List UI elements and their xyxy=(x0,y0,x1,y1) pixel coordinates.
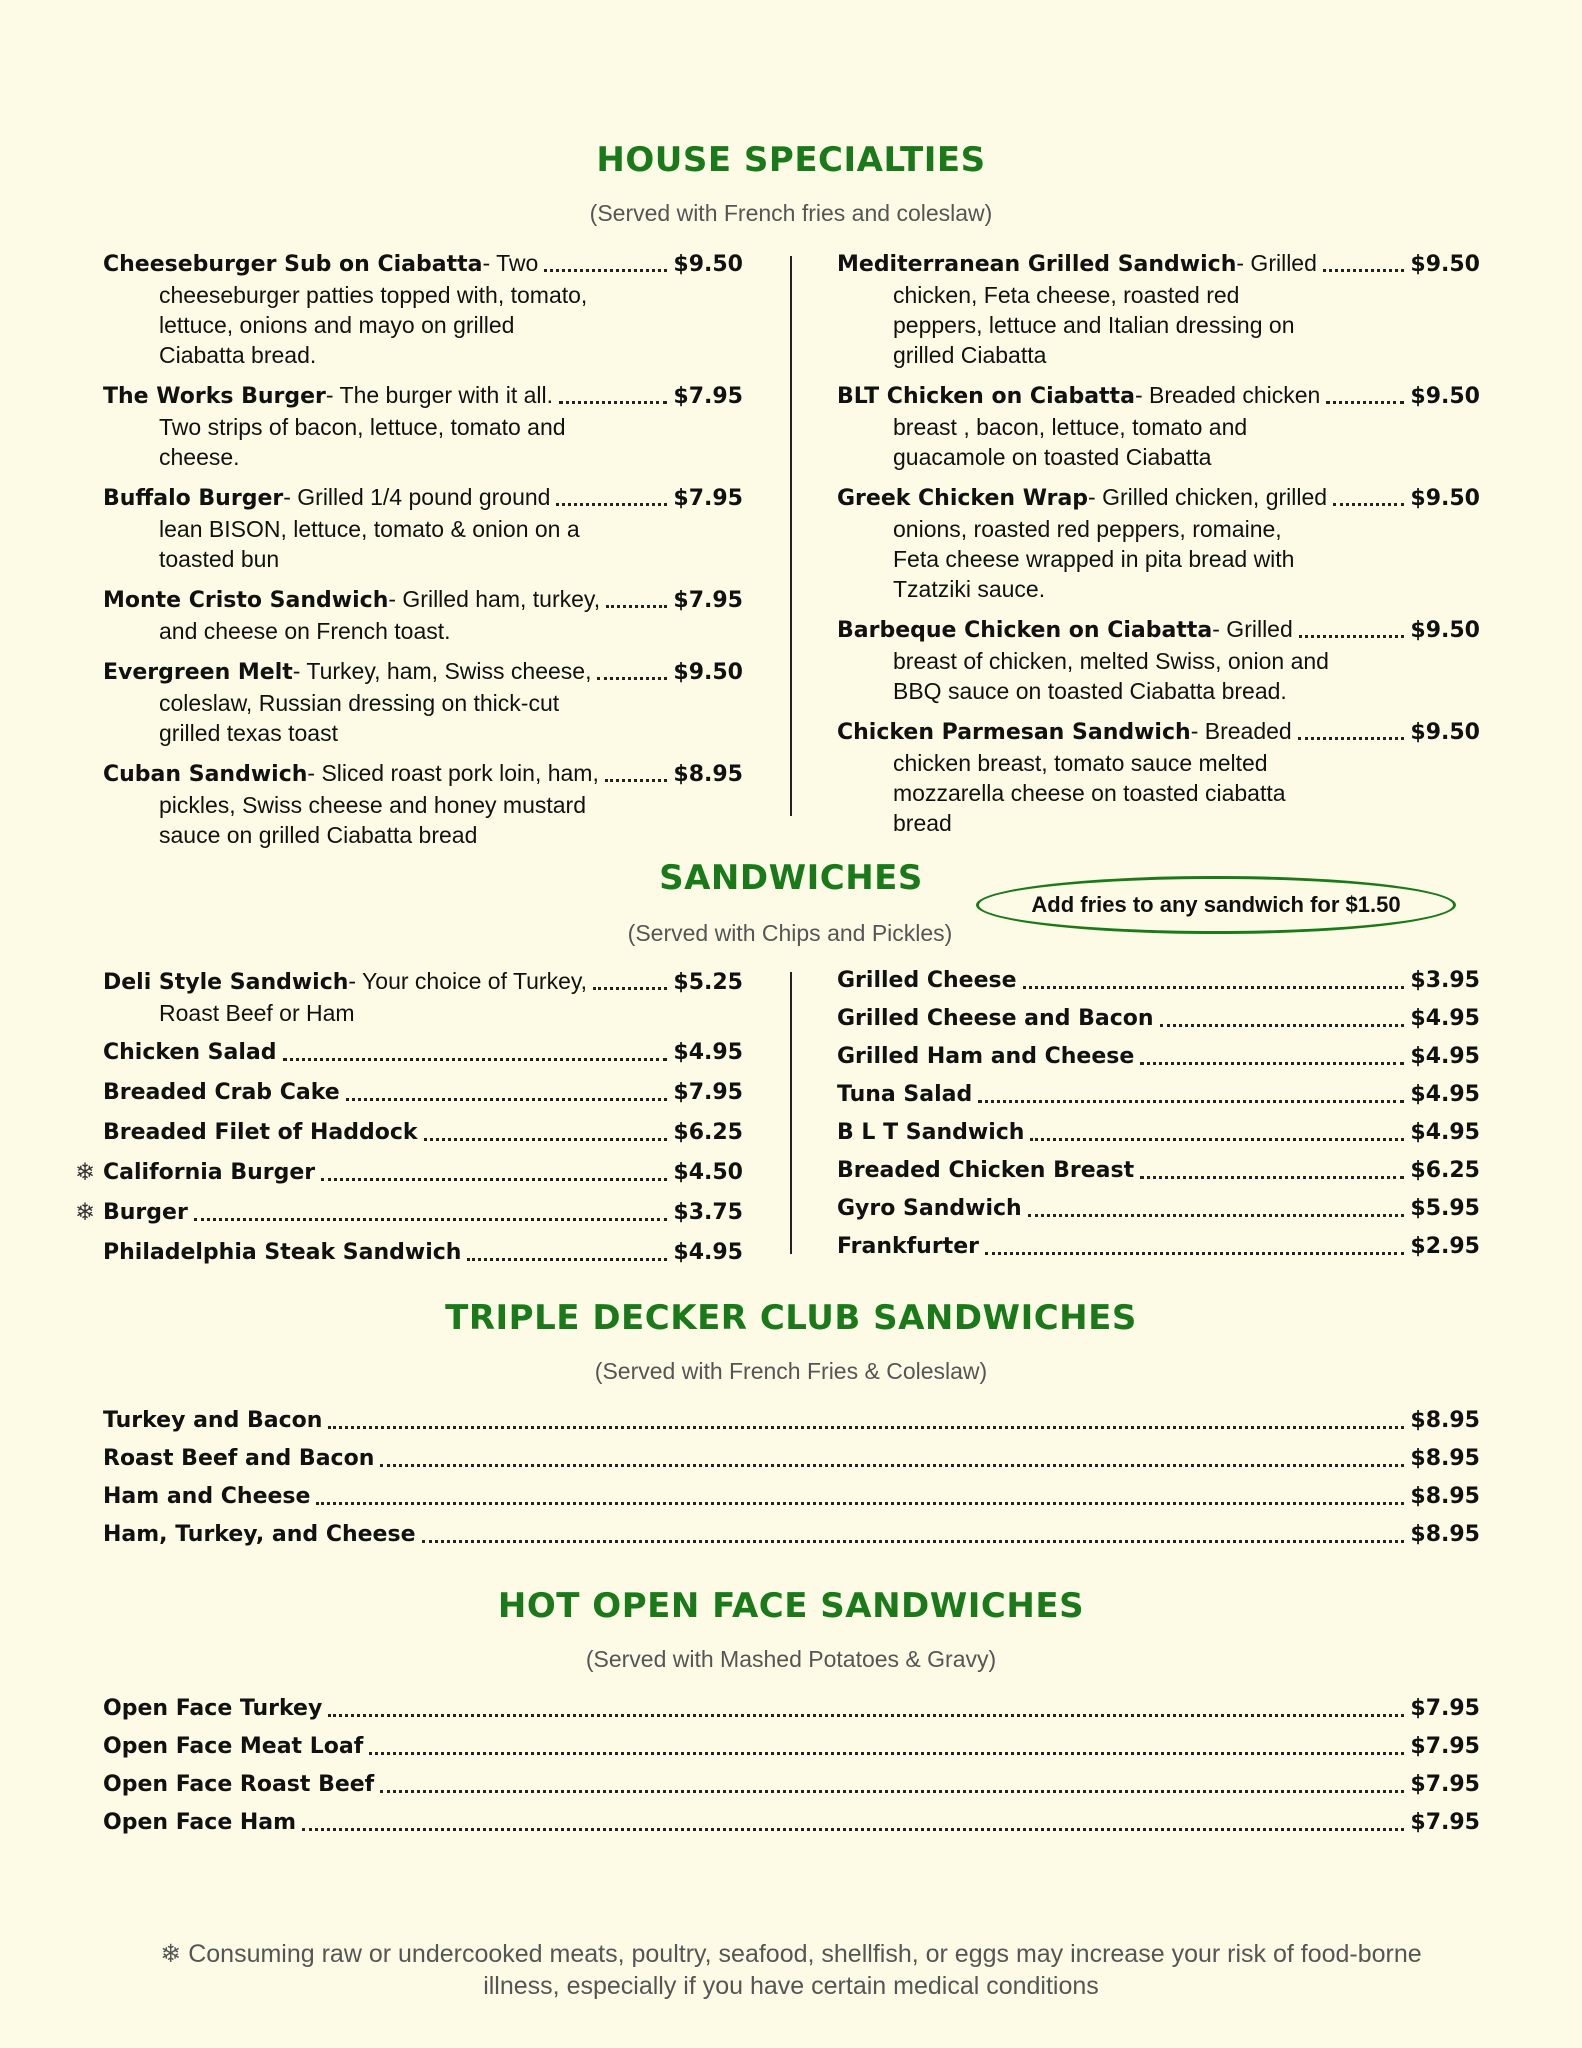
menu-item-price: $9.50 xyxy=(1410,618,1480,643)
menu-item xyxy=(103,1732,1480,1762)
menu-item-line xyxy=(837,716,1480,748)
menu-item xyxy=(75,1158,743,1188)
menu-item-line xyxy=(103,656,743,688)
menu-item-price: $9.50 xyxy=(673,660,743,685)
menu-item xyxy=(837,1232,1480,1262)
menu-item-name: Open Face Ham xyxy=(103,1810,297,1835)
menu-item-description-line: lettuce, onions and mayo on grilled xyxy=(159,312,515,338)
menu-item-price: $4.95 xyxy=(1410,1044,1480,1069)
menu-item-line xyxy=(103,1520,1480,1550)
menu-item-price: $8.95 xyxy=(1410,1522,1480,1547)
menu-item-description: - Grilled ham, turkey, xyxy=(388,586,601,612)
menu-item-line xyxy=(837,614,1480,646)
dot-leader xyxy=(1298,737,1405,740)
menu-item xyxy=(103,1520,1480,1550)
menu-item-line xyxy=(837,1156,1480,1186)
menu-item-line xyxy=(103,584,743,616)
menu-item-description-line: grilled texas toast xyxy=(159,720,338,746)
club-sandwiches-title: TRIPLE DECKER CLUB SANDWICHES xyxy=(445,1298,1137,1338)
dot-leader xyxy=(1028,1214,1405,1217)
menu-item-price: $8.95 xyxy=(1410,1446,1480,1471)
sandwiches-left-column xyxy=(75,966,743,1278)
dot-leader xyxy=(1140,1176,1404,1179)
menu-item-price: $8.95 xyxy=(1410,1484,1480,1509)
menu-item-price: $9.50 xyxy=(1410,720,1480,745)
menu-item-description-line: peppers, lettuce and Italian dressing on xyxy=(893,312,1295,338)
menu-item-description-line: Tzatziki sauce. xyxy=(893,576,1046,602)
menu-item-description-line: grilled Ciabatta xyxy=(893,342,1047,368)
menu-item-description: - Breaded chicken xyxy=(1134,382,1321,408)
menu-item-line xyxy=(837,1080,1480,1110)
menu-item-price: $7.95 xyxy=(673,1080,743,1105)
menu-item-description: - Turkey, ham, Swiss cheese, xyxy=(292,658,592,684)
menu-item-description-line: BBQ sauce on toasted Ciabatta bread. xyxy=(893,678,1287,704)
menu-item xyxy=(103,1238,743,1268)
dot-leader xyxy=(1023,986,1405,989)
menu-item-name: Chicken Parmesan Sandwich xyxy=(837,720,1191,745)
menu-item-description-line: Feta cheese wrapped in pita bread with xyxy=(893,546,1295,572)
menu-item-line xyxy=(103,1238,743,1268)
menu-item-price: $7.95 xyxy=(1410,1734,1480,1759)
menu-item xyxy=(103,1118,743,1148)
dot-leader xyxy=(1160,1024,1405,1027)
menu-item-name: Evergreen Melt xyxy=(103,660,293,685)
menu-item-name: Open Face Meat Loaf xyxy=(103,1734,364,1759)
menu-item xyxy=(837,1194,1480,1224)
menu-item-description-line: coleslaw, Russian dressing on thick-cut xyxy=(159,690,560,716)
menu-item-price: $6.25 xyxy=(673,1120,743,1145)
menu-item xyxy=(837,248,1480,370)
menu-item-line xyxy=(837,482,1480,514)
menu-item xyxy=(103,1482,1480,1512)
dot-leader xyxy=(1323,269,1405,272)
menu-item-price: $5.25 xyxy=(673,970,743,995)
menu-item xyxy=(837,1042,1480,1072)
menu-item-description-line: bread xyxy=(893,810,952,836)
menu-item-price: $6.25 xyxy=(1410,1158,1480,1183)
open-face-title: HOT OPEN FACE SANDWICHES xyxy=(497,1586,1085,1626)
menu-item-price: $7.95 xyxy=(1410,1810,1480,1835)
warning-text-line2: illness, especially if you have certain medical conditions xyxy=(483,1972,1099,2000)
dot-leader xyxy=(606,605,667,608)
menu-item-price: $9.50 xyxy=(673,252,743,277)
dot-leader xyxy=(422,1540,1405,1543)
menu-item-price: $4.95 xyxy=(673,1040,743,1065)
menu-item-line xyxy=(103,1158,743,1188)
menu-item-price: $7.95 xyxy=(1410,1772,1480,1797)
menu-item-name: Cuban Sandwich xyxy=(103,762,308,787)
dot-leader xyxy=(556,503,667,506)
menu-item-name: Mediterranean Grilled Sandwich xyxy=(837,252,1237,277)
dot-leader xyxy=(985,1252,1404,1255)
snowflake-icon: ❄ xyxy=(75,1199,96,1226)
dot-leader xyxy=(328,1426,1404,1429)
menu-item-line xyxy=(837,380,1480,412)
menu-item-description-line: chicken breast, tomato sauce melted xyxy=(893,750,1268,776)
menu-item-line xyxy=(103,758,743,790)
menu-item-name: The Works Burger xyxy=(103,384,326,409)
house-specialties-subtitle: (Served with French fries and coleslaw) xyxy=(589,200,993,226)
menu-item-line xyxy=(837,248,1480,280)
dot-leader xyxy=(194,1218,668,1221)
menu-item-name: Grilled Ham and Cheese xyxy=(837,1044,1135,1069)
menu-item xyxy=(75,1198,743,1228)
dot-leader xyxy=(283,1058,668,1061)
menu-item xyxy=(103,1078,743,1108)
menu-item-description: - Grilled chicken, grilled xyxy=(1088,484,1328,510)
menu-item xyxy=(103,1770,1480,1800)
menu-item xyxy=(103,248,743,370)
sandwiches-title: SANDWICHES xyxy=(659,858,923,898)
snowflake-icon: ❄ xyxy=(75,1159,96,1186)
menu-item-price: $9.50 xyxy=(1410,252,1480,277)
open-face-subtitle: (Served with Mashed Potatoes & Gravy) xyxy=(585,1646,997,1672)
dot-leader xyxy=(597,677,667,680)
menu-item-line xyxy=(837,1194,1480,1224)
menu-item-price: $5.95 xyxy=(1410,1196,1480,1221)
menu-item-price: $4.95 xyxy=(1410,1120,1480,1145)
house-left-column xyxy=(103,248,743,860)
menu-item xyxy=(837,716,1480,838)
club-sandwiches-subtitle: (Served with French Fries & Coleslaw) xyxy=(594,1358,988,1384)
menu-item-line xyxy=(837,1042,1480,1072)
menu-item-description-line: breast of chicken, melted Swiss, onion and xyxy=(893,648,1329,674)
menu-item-description: - Grilled 1/4 pound ground xyxy=(283,484,551,510)
dot-leader xyxy=(978,1100,1404,1103)
menu-item-name: Burger xyxy=(103,1200,188,1225)
menu-item-description-line: lean BISON, lettuce, tomato & onion on a xyxy=(159,516,580,542)
menu-item-name: Open Face Roast Beef xyxy=(103,1772,375,1797)
dot-leader xyxy=(593,987,667,990)
menu-item-description-line: mozzarella cheese on toasted ciabatta xyxy=(893,780,1286,806)
menu-item-name: Chicken Salad xyxy=(103,1040,277,1065)
menu-item-name: California Burger xyxy=(103,1160,316,1185)
menu-item xyxy=(837,1118,1480,1148)
menu-item-name: Frankfurter xyxy=(837,1234,979,1259)
menu-item xyxy=(103,758,743,850)
menu-item-description: - Breaded xyxy=(1190,718,1292,744)
open-face-list xyxy=(103,1694,1480,1846)
add-fries-callout: Add fries to any sandwich for $1.50 xyxy=(976,876,1456,934)
dot-leader xyxy=(1030,1138,1404,1141)
club-sandwiches-list xyxy=(103,1406,1480,1558)
menu-item xyxy=(103,1038,743,1068)
menu-item-line xyxy=(103,1694,1480,1724)
dot-leader xyxy=(1326,401,1404,404)
menu-item-price: $9.50 xyxy=(1410,384,1480,409)
menu-item xyxy=(837,966,1480,996)
dot-leader xyxy=(467,1258,667,1261)
menu-item xyxy=(103,1808,1480,1838)
menu-item-description-line: cheese. xyxy=(159,444,240,470)
menu-item xyxy=(103,1694,1480,1724)
dot-leader xyxy=(380,1790,1404,1793)
menu-item-description-line: sauce on grilled Ciabatta bread xyxy=(159,822,478,848)
dot-leader xyxy=(316,1502,1404,1505)
menu-item xyxy=(103,1406,1480,1436)
dot-leader xyxy=(544,269,667,272)
menu-item-description-line: and cheese on French toast. xyxy=(159,618,451,644)
menu-item-name: Breaded Filet of Haddock xyxy=(103,1120,418,1145)
menu-item-line xyxy=(103,1444,1480,1474)
menu-item-price: $7.95 xyxy=(1410,1696,1480,1721)
menu-item-name: Ham and Cheese xyxy=(103,1484,311,1509)
menu-item-line xyxy=(103,1118,743,1148)
menu-item-description-line: guacamole on toasted Ciabatta xyxy=(893,444,1212,470)
sandwiches-right-column xyxy=(837,966,1480,1270)
dot-leader xyxy=(380,1464,1404,1467)
menu-item-line xyxy=(103,1406,1480,1436)
menu-item-description-line: pickles, Swiss cheese and honey mustard xyxy=(159,792,586,818)
menu-item-line xyxy=(103,1038,743,1068)
sandwiches-subtitle: (Served with Chips and Pickles) xyxy=(627,920,953,946)
menu-item-name: Turkey and Bacon xyxy=(103,1408,323,1433)
menu-item-price: $4.95 xyxy=(1410,1082,1480,1107)
menu-item-line xyxy=(103,1078,743,1108)
menu-item-name: Deli Style Sandwich xyxy=(103,970,349,995)
menu-item xyxy=(103,1444,1480,1474)
menu-item-line xyxy=(103,966,743,998)
menu-item-description-line: Two strips of bacon, lettuce, tomato and xyxy=(159,414,566,440)
dot-leader xyxy=(559,401,667,404)
menu-item-description: - Your choice of Turkey, xyxy=(348,968,588,994)
menu-item-description-line: toasted bun xyxy=(159,546,280,572)
dot-leader xyxy=(1140,1062,1404,1065)
menu-item-line xyxy=(837,966,1480,996)
menu-item-line xyxy=(837,1004,1480,1034)
dot-leader xyxy=(369,1752,1404,1755)
menu-item-line xyxy=(103,1482,1480,1512)
menu-item-line xyxy=(837,1118,1480,1148)
menu-item-description: - Two xyxy=(482,250,539,276)
menu-item-name: Buffalo Burger xyxy=(103,486,284,511)
menu-item-description: - The burger with it all. xyxy=(325,382,554,408)
menu-item xyxy=(103,656,743,748)
menu-item xyxy=(837,1004,1480,1034)
menu-item-description-line: Roast Beef or Ham xyxy=(159,1000,355,1026)
menu-item-name: Open Face Turkey xyxy=(103,1696,323,1721)
menu-item-price: $2.95 xyxy=(1410,1234,1480,1259)
menu-item-line xyxy=(837,1232,1480,1262)
menu-item-name: Monte Cristo Sandwich xyxy=(103,588,389,613)
dot-leader xyxy=(605,779,668,782)
menu-item-name: Breaded Crab Cake xyxy=(103,1080,340,1105)
dot-leader xyxy=(321,1178,667,1181)
menu-item-name: Cheeseburger Sub on Ciabatta xyxy=(103,252,483,277)
menu-item-name: Ham, Turkey, and Cheese xyxy=(103,1522,416,1547)
dot-leader xyxy=(1333,503,1404,506)
menu-item-line xyxy=(103,1770,1480,1800)
dot-leader xyxy=(346,1098,668,1101)
menu-item-price: $7.95 xyxy=(673,588,743,613)
menu-item-name: Breaded Chicken Breast xyxy=(837,1158,1135,1183)
menu-item-name: Roast Beef and Bacon xyxy=(103,1446,375,1471)
dot-leader xyxy=(302,1828,1404,1831)
menu-item-name: Grilled Cheese xyxy=(837,968,1017,993)
dot-leader xyxy=(1299,635,1405,638)
house-specialties-title: HOUSE SPECIALTIES xyxy=(596,140,986,180)
menu-item xyxy=(837,482,1480,604)
menu-item-price: $8.95 xyxy=(1410,1408,1480,1433)
menu-item-price: $4.95 xyxy=(1410,1006,1480,1031)
menu-item-name: BLT Chicken on Ciabatta xyxy=(837,384,1135,409)
menu-item xyxy=(103,584,743,646)
raw-food-warning xyxy=(100,1938,1482,2002)
menu-item xyxy=(837,614,1480,706)
menu-item-description-line: onions, roasted red peppers, romaine, xyxy=(893,516,1282,542)
menu-item-description-line: chicken, Feta cheese, roasted red xyxy=(893,282,1240,308)
menu-item-price: $4.95 xyxy=(673,1240,743,1265)
menu-item-name: Gyro Sandwich xyxy=(837,1196,1022,1221)
menu-item-description-line: cheeseburger patties topped with, tomato, xyxy=(159,282,588,308)
menu-item-line xyxy=(103,248,743,280)
menu-item-price: $4.50 xyxy=(673,1160,743,1185)
menu-item-line xyxy=(103,1198,743,1228)
menu-item-line xyxy=(103,380,743,412)
menu-item xyxy=(837,1080,1480,1110)
dot-leader xyxy=(328,1714,1404,1717)
warning-text-line1: Consuming raw or undercooked meats, poultry, seafood, shellfish, or eggs may increase your risk of food-borne xyxy=(188,1940,1422,1968)
menu-item xyxy=(103,380,743,472)
menu-item-name: Tuna Salad xyxy=(837,1082,973,1107)
menu-item-description-line: Ciabatta bread. xyxy=(159,342,317,368)
menu-item-name: B L T Sandwich xyxy=(837,1120,1025,1145)
menu-item-name: Greek Chicken Wrap xyxy=(837,486,1089,511)
menu-item-price: $7.95 xyxy=(673,384,743,409)
menu-item xyxy=(837,1156,1480,1186)
house-right-column xyxy=(837,248,1480,848)
menu-item-description: - Sliced roast pork loin, ham, xyxy=(307,760,599,786)
menu-item-name: Philadelphia Steak Sandwich xyxy=(103,1240,462,1265)
menu-item-name: Grilled Cheese and Bacon xyxy=(837,1006,1154,1031)
menu-item-line xyxy=(103,482,743,514)
menu-item-price: $7.95 xyxy=(673,486,743,511)
menu-item-price: $9.50 xyxy=(1410,486,1480,511)
menu-item-description: - Grilled xyxy=(1212,616,1293,642)
snowflake-icon: ❄ xyxy=(160,1940,182,1968)
menu-item xyxy=(837,380,1480,472)
menu-item-description-line: breast , bacon, lettuce, tomato and xyxy=(893,414,1248,440)
menu-item-price: $3.75 xyxy=(673,1200,743,1225)
menu-item xyxy=(103,482,743,574)
house-column-divider xyxy=(790,256,792,816)
menu-item-line xyxy=(103,1808,1480,1838)
dot-leader xyxy=(424,1138,668,1141)
menu-item-price: $3.95 xyxy=(1410,968,1480,993)
sandwiches-column-divider xyxy=(790,972,792,1254)
menu-item xyxy=(103,966,743,1028)
menu-item-price: $8.95 xyxy=(673,762,743,787)
menu-item-description: - Grilled xyxy=(1236,250,1317,276)
menu-item-name: Barbeque Chicken on Ciabatta xyxy=(837,618,1213,643)
menu-item-line xyxy=(103,1732,1480,1762)
